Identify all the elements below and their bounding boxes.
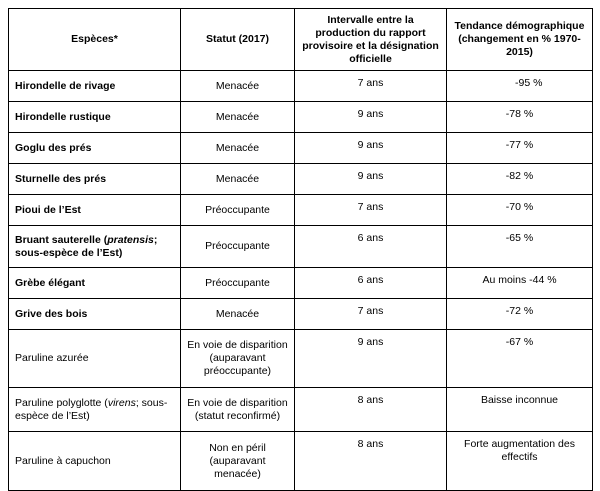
status-cell: Préoccupante — [181, 226, 295, 268]
trend-cell: -65 % — [447, 226, 593, 268]
table-row — [9, 226, 593, 268]
table-row — [9, 71, 593, 102]
interval-cell: 6 ans — [295, 268, 447, 299]
species-cell: Sturnelle des prés — [9, 164, 181, 195]
trend-cell: -77 % — [447, 133, 593, 164]
trend-cell: -82 % — [447, 164, 593, 195]
status-cell: En voie de disparition (statut reconfirmé) — [181, 388, 295, 432]
status-cell: En voie de disparition (auparavant préoccupante) — [181, 330, 295, 388]
trend-cell: Au moins -44 % — [447, 268, 593, 299]
table-row — [9, 133, 593, 164]
header-trend: Tendance démographique (changement en % 1970-2015) — [447, 9, 593, 71]
header-status: Statut (2017) — [181, 9, 295, 71]
header-species: Espèces* — [9, 9, 181, 71]
trend-cell: Baisse inconnue — [447, 388, 593, 432]
status-cell: Menacée — [181, 164, 295, 195]
interval-cell: 7 ans — [295, 299, 447, 330]
species-cell — [9, 226, 181, 268]
species-cell: Paruline azurée — [9, 330, 181, 388]
species-cell — [9, 388, 181, 432]
table-row — [9, 299, 593, 330]
table-row — [9, 195, 593, 226]
table-row — [9, 330, 593, 388]
species-text: ; sous-espèce de l’Est) — [15, 233, 158, 259]
table-row — [9, 268, 593, 299]
species-text: ; sous-espèce de l’Est) — [15, 396, 168, 422]
trend-cell: -72 % — [447, 299, 593, 330]
trend-cell: Forte augmentation des effectifs — [447, 432, 593, 491]
status-cell: Menacée — [181, 102, 295, 133]
status-cell: Menacée — [181, 133, 295, 164]
interval-cell: 7 ans — [295, 71, 447, 102]
interval-cell: 9 ans — [295, 164, 447, 195]
status-cell: Préoccupante — [181, 195, 295, 226]
species-cell: Grèbe élégant — [9, 268, 181, 299]
trend-cell: -95 % — [447, 71, 593, 102]
species-status-table — [8, 8, 593, 491]
interval-cell: 8 ans — [295, 388, 447, 432]
status-cell: Menacée — [181, 299, 295, 330]
interval-cell: 9 ans — [295, 133, 447, 164]
table-row — [9, 388, 593, 432]
table-row — [9, 432, 593, 491]
species-cell: Grive des bois — [9, 299, 181, 330]
species-cell: Goglu des prés — [9, 133, 181, 164]
species-cell: Pioui de l’Est — [9, 195, 181, 226]
trend-cell: -78 % — [447, 102, 593, 133]
trend-cell: -70 % — [447, 195, 593, 226]
species-cell: Paruline à capuchon — [9, 432, 181, 491]
table-row — [9, 102, 593, 133]
species-cell: Hirondelle de rivage — [9, 71, 181, 102]
trend-cell: -67 % — [447, 330, 593, 388]
interval-cell: 9 ans — [295, 330, 447, 388]
status-cell: Non en péril (auparavant menacée) — [181, 432, 295, 491]
species-text: Bruant sauterelle ( — [15, 233, 108, 246]
interval-cell: 6 ans — [295, 226, 447, 268]
subspecies-italic: pratensis — [107, 233, 154, 246]
header-interval: Intervalle entre la production du rapport provisoire et la désignation officielle — [295, 9, 447, 71]
species-cell: Hirondelle rustique — [9, 102, 181, 133]
table-header-row — [9, 9, 593, 71]
status-cell: Préoccupante — [181, 268, 295, 299]
interval-cell: 7 ans — [295, 195, 447, 226]
interval-cell: 9 ans — [295, 102, 447, 133]
status-cell: Menacée — [181, 71, 295, 102]
subspecies-italic: virens — [107, 396, 136, 409]
interval-cell: 8 ans — [295, 432, 447, 491]
species-text: Paruline polyglotte ( — [15, 396, 108, 409]
table-row — [9, 164, 593, 195]
